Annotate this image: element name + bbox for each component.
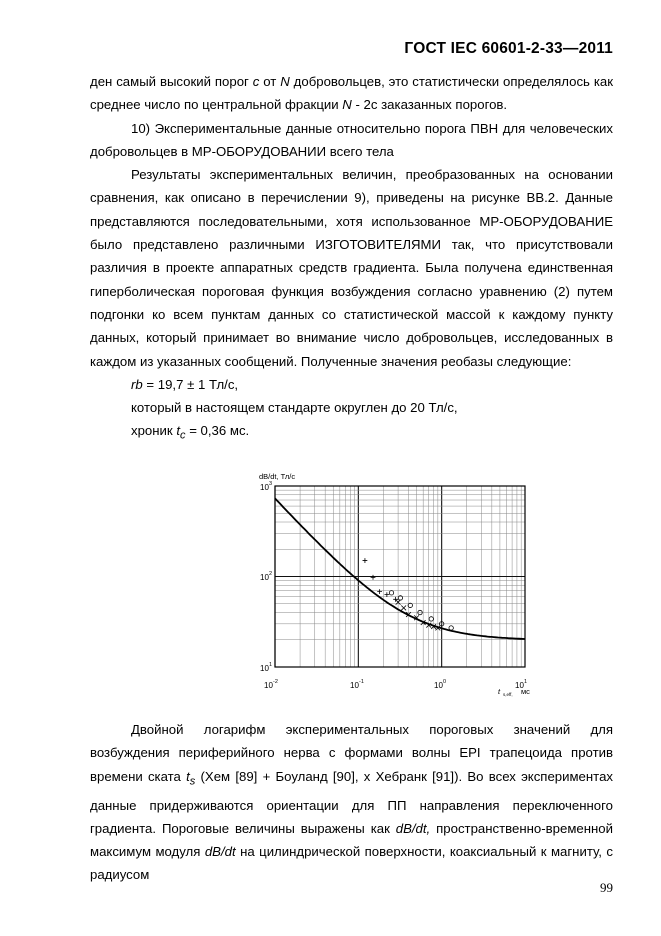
fit-curve xyxy=(275,498,525,639)
x-tick-exp: 1 xyxy=(524,679,528,685)
rounded-note: который в настоящем стандарте округлен до 20 Тл/с, xyxy=(131,400,458,416)
x-tick-base: 10 xyxy=(350,681,359,690)
data-point-circle xyxy=(389,591,393,595)
y-tick-label-100 xyxy=(260,571,272,582)
y-tick-base: 10 xyxy=(260,664,269,673)
x-axis-var: t xyxy=(498,687,501,696)
x-tick-base: 10 xyxy=(264,681,273,690)
x-tick-exp: -1 xyxy=(359,679,364,685)
y-tick-label-1000 xyxy=(260,481,272,492)
y-tick-label-10 xyxy=(260,662,272,673)
y-tick-base: 10 xyxy=(260,573,269,582)
x-axis-sub: s,eff, xyxy=(503,692,513,697)
rheobase-value: rb = 19,7 ± 1 Тл/с, xyxy=(131,376,239,392)
body-text-bottom xyxy=(90,718,613,887)
x-tick-label-0.1 xyxy=(350,679,364,690)
paragraph-item-10: 10) Экспериментальные данные относительно порога ПВН для человеческих добровольцев в МР-ОБОРУДОВАНИИ всего тела xyxy=(90,120,613,159)
data-point-plus xyxy=(377,589,382,594)
y-tick-exp: 1 xyxy=(269,662,273,668)
chart-grid xyxy=(275,486,525,667)
x-tick-base: 10 xyxy=(434,681,443,690)
data-point-plus xyxy=(363,558,368,563)
paragraph-results: Результаты экспериментальных величин, преобразованных на основании сравнения, как описано в перечислении 9), приведены на рисунке ВВ.2. Данные представляются последовательными, хотя использованное МР-ОБОРУДОВАНИЕ было представлено различными ИЗГОТОВИТЕЛЯМИ так, что присутствовали различия в проекте аппаратных средств градиента. Была получена единственная гиперболическая пороговая функция возбуждения согласно уравнению (2) путем подгонки ко всем пунктам данных со статистической массой к каждому пункту данных, который принимает во внимание число добровольцев, исследованных в каждом из указанных сообщений. Полученные значения реобазы следующие: xyxy=(90,167,613,369)
paragraph-continuation: ден самый высокий порог c от N добровольцев, это статистически определялось как среднее число по центральной фракции N - 2с заказанных порогов. xyxy=(90,74,613,113)
x-tick-label-1 xyxy=(434,679,446,690)
data-point-circle xyxy=(429,617,433,621)
y-tick-base: 10 xyxy=(260,483,269,492)
data-point-cross xyxy=(401,605,406,610)
page-number: 99 xyxy=(600,880,613,895)
y-axis-label: dB/dt, Тл/с xyxy=(259,472,296,481)
data-point-circle xyxy=(449,626,453,630)
x-tick-base: 10 xyxy=(515,681,524,690)
x-axis-unit: мс xyxy=(521,687,530,696)
data-point-plus xyxy=(371,575,376,580)
x-tick-exp: -2 xyxy=(273,679,278,685)
figure-caption-paragraph: Двойной логарифм экспериментальных пороговых значений для возбуждения периферийного нерва с формами волны EPI трапецоида против времени ската $t_s$ (Хем [89] + Боуланд [90], х Хебранк [91]). Во всех экспериментах данные придерживаются ориентации для ПП направления переключенного градиента. Пороговые величины выражены как dB/dt, пространственно-временной максимум модуля dB/dt на цилиндрической поверхности, коаксиальный к магниту, с радиусом xyxy=(90,722,613,883)
y-tick-exp: 3 xyxy=(269,481,273,487)
chronaxie-value: хроник $t_c = 0,36$ мс. xyxy=(131,423,250,443)
document-header: ГОСТ IEC 60601-2-33—2011 xyxy=(404,40,613,57)
x-tick-exp: 0 xyxy=(443,679,447,685)
x-tick-label-0.01 xyxy=(264,679,278,690)
y-tick-exp: 2 xyxy=(269,571,273,577)
